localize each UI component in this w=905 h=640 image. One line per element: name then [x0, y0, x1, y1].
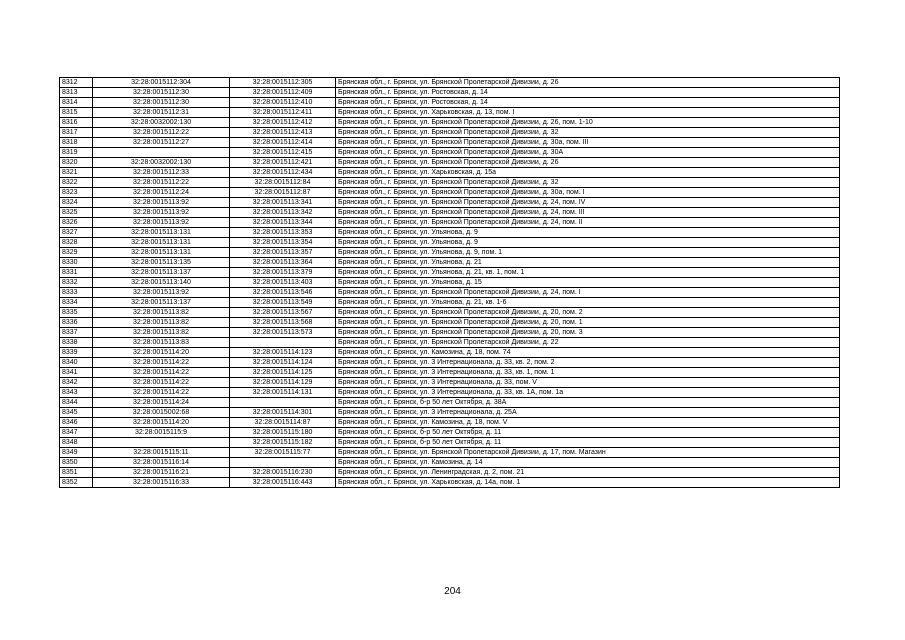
address-cell: Брянская обл., г. Брянск, ул. Брянской Пролетарской Дивизии, д. 17, пом. Магазин: [336, 448, 840, 458]
parent-cadastral-cell: 32:28:0015112:27: [93, 138, 230, 148]
row-number-cell: 8319: [60, 148, 93, 158]
parent-cadastral-cell: 32:28:0015112:31: [93, 108, 230, 118]
row-number-cell: 8346: [60, 418, 93, 428]
parent-cadastral-cell: 32:28:0015114:22: [93, 388, 230, 398]
row-number-cell: 8336: [60, 318, 93, 328]
table-row: [60, 148, 840, 158]
row-number-cell: 8327: [60, 228, 93, 238]
parent-cadastral-cell: 32:28:0015112:24: [93, 188, 230, 198]
cadastral-number-cell: 32:28:0015115:77: [230, 448, 336, 458]
address-cell: Брянская обл., г. Брянск, ул. Ростовская, д. 14: [336, 88, 840, 98]
parent-cadastral-cell: 32:28:0015114:22: [93, 368, 230, 378]
registry-table: [59, 77, 840, 488]
cadastral-number-cell: 32:28:0015116:230: [230, 468, 336, 478]
parent-cadastral-cell: 32:28:0015115:11: [93, 448, 230, 458]
table-row: [60, 258, 840, 268]
address-cell: Брянская обл., г. Брянск, ул. Брянской Пролетарской Дивизии, д. 20, пом. 3: [336, 328, 840, 338]
parent-cadastral-cell: 32:28:0015113:92: [93, 288, 230, 298]
cadastral-number-cell: 32:28:0015114:124: [230, 358, 336, 368]
parent-cadastral-cell: 32:28:0015113:92: [93, 208, 230, 218]
table-row: [60, 318, 840, 328]
address-cell: Брянская обл., г. Брянск, ул. Ульянова, д. 9: [336, 238, 840, 248]
address-cell: Брянская обл., г. Брянск, ул. Ульянова, д. 21: [336, 258, 840, 268]
cadastral-number-cell: 32:28:0015113:364: [230, 258, 336, 268]
table-row: [60, 188, 840, 198]
parent-cadastral-cell: 32:28:0015112:22: [93, 128, 230, 138]
table-row: [60, 78, 840, 88]
table-row: [60, 428, 840, 438]
cadastral-number-cell: 32:28:0015112:87: [230, 188, 336, 198]
row-number-cell: 8333: [60, 288, 93, 298]
table-row: [60, 408, 840, 418]
row-number-cell: 8318: [60, 138, 93, 148]
cadastral-number-cell: 32:28:0015113:546: [230, 288, 336, 298]
row-number-cell: 8344: [60, 398, 93, 408]
table-row: [60, 228, 840, 238]
table-row: [60, 178, 840, 188]
parent-cadastral-cell: 32:28:0015113:137: [93, 298, 230, 308]
table-row: [60, 348, 840, 358]
address-cell: Брянская обл., г. Брянск, б-р 50 лет Октября, д. 38А: [336, 398, 840, 408]
address-cell: Брянская обл., г. Брянск, ул. 3 Интернационала, д. 33, кв. 1, пом. 1: [336, 368, 840, 378]
table-row: [60, 468, 840, 478]
address-cell: Брянская обл., г. Брянск, ул. Брянской Пролетарской Дивизии, д. 30А: [336, 148, 840, 158]
cadastral-number-cell: 32:28:0015112:411: [230, 108, 336, 118]
parent-cadastral-cell: 32:28:0032002:130: [93, 158, 230, 168]
parent-cadastral-cell: 32:28:0015113:82: [93, 308, 230, 318]
cadastral-number-cell: 32:28:0015114:123: [230, 348, 336, 358]
table-row: [60, 88, 840, 98]
table-row: [60, 208, 840, 218]
cadastral-number-cell: 32:28:0015113:568: [230, 318, 336, 328]
row-number-cell: 8337: [60, 328, 93, 338]
row-number-cell: 8351: [60, 468, 93, 478]
row-number-cell: 8343: [60, 388, 93, 398]
parent-cadastral-cell: 32:28:0015114:20: [93, 348, 230, 358]
parent-cadastral-cell: 32:28:0015116:33: [93, 478, 230, 488]
parent-cadastral-cell: [93, 438, 230, 448]
address-cell: Брянская обл., г. Брянск, ул. Ульянова, д. 21, кв. 1-6: [336, 298, 840, 308]
parent-cadastral-cell: 32:28:0015114:22: [93, 378, 230, 388]
table-row: [60, 378, 840, 388]
address-cell: Брянская обл., г. Брянск, ул. 3 Интернационала, д. 33, кв. 2, пом. 2: [336, 358, 840, 368]
row-number-cell: 8334: [60, 298, 93, 308]
row-number-cell: 8314: [60, 98, 93, 108]
table-row: [60, 278, 840, 288]
cadastral-number-cell: 32:28:0015114:131: [230, 388, 336, 398]
cadastral-number-cell: [230, 458, 336, 468]
row-number-cell: 8331: [60, 268, 93, 278]
cadastral-number-cell: [230, 338, 336, 348]
address-cell: Брянская обл., г. Брянск, ул. Брянской Пролетарской Дивизии, д. 20, пом. 2: [336, 308, 840, 318]
address-cell: Брянская обл., г. Брянск, ул. Брянской Пролетарской Дивизии, д. 24, пом. IV: [336, 198, 840, 208]
address-cell: Брянская обл., г. Брянск, ул. Камозина, д. 18, пом. 74: [336, 348, 840, 358]
row-number-cell: 8349: [60, 448, 93, 458]
parent-cadastral-cell: 32:28:0015112:304: [93, 78, 230, 88]
table-row: [60, 138, 840, 148]
address-cell: Брянская обл., г. Брянск, б-р 50 лет Октября, д. 11: [336, 428, 840, 438]
cadastral-number-cell: 32:28:0015112:414: [230, 138, 336, 148]
parent-cadastral-cell: 32:28:0015113:137: [93, 268, 230, 278]
address-cell: Брянская обл., г. Брянск, ул. 3 Интернационала, д. 33, пом. V: [336, 378, 840, 388]
page-number: 204: [444, 586, 461, 597]
parent-cadastral-cell: 32:28:0015112:33: [93, 168, 230, 178]
row-number-cell: 8338: [60, 338, 93, 348]
address-cell: Брянская обл., г. Брянск, ул. Харьковская, д. 15а: [336, 168, 840, 178]
cadastral-number-cell: 32:28:0015115:180: [230, 428, 336, 438]
address-cell: Брянская обл., г. Брянск, ул. 3 Интернационала, д. 33, кв. 1А, пом. 1а: [336, 388, 840, 398]
address-cell: Брянская обл., г. Брянск, ул. Ульянова, д. 9, пом. 1: [336, 248, 840, 258]
cadastral-number-cell: 32:28:0015113:567: [230, 308, 336, 318]
parent-cadastral-cell: 32:28:0015113:135: [93, 258, 230, 268]
row-number-cell: 8322: [60, 178, 93, 188]
cadastral-number-cell: 32:28:0015112:415: [230, 148, 336, 158]
cadastral-number-cell: 32:28:0015116:443: [230, 478, 336, 488]
parent-cadastral-cell: 32:28:0015113:92: [93, 218, 230, 228]
row-number-cell: 8315: [60, 108, 93, 118]
row-number-cell: 8312: [60, 78, 93, 88]
parent-cadastral-cell: 32:28:0015002:68: [93, 408, 230, 418]
parent-cadastral-cell: 32:28:0015113:131: [93, 248, 230, 258]
cadastral-number-cell: 32:28:0015114:301: [230, 408, 336, 418]
row-number-cell: 8352: [60, 478, 93, 488]
row-number-cell: 8325: [60, 208, 93, 218]
address-cell: Брянская обл., г. Брянск, ул. Брянской Пролетарской Дивизии, д. 30а, пом. I: [336, 188, 840, 198]
cadastral-number-cell: 32:28:0015112:409: [230, 88, 336, 98]
table-row: [60, 338, 840, 348]
cadastral-number-cell: 32:28:0015114:87: [230, 418, 336, 428]
address-cell: Брянская обл., г. Брянск, ул. 3 Интернационала, д. 25А: [336, 408, 840, 418]
row-number-cell: 8323: [60, 188, 93, 198]
table-row: [60, 398, 840, 408]
table-row: [60, 418, 840, 428]
cadastral-number-cell: 32:28:0015113:341: [230, 198, 336, 208]
cadastral-number-cell: 32:28:0015113:353: [230, 228, 336, 238]
parent-cadastral-cell: 32:28:0015114:22: [93, 358, 230, 368]
table-row: [60, 358, 840, 368]
address-cell: Брянская обл., г. Брянск, ул. Брянской Пролетарской Дивизии, д. 32: [336, 178, 840, 188]
row-number-cell: 8321: [60, 168, 93, 178]
parent-cadastral-cell: 32:28:0015112:30: [93, 98, 230, 108]
address-cell: Брянская обл., г. Брянск, ул. Брянской Пролетарской Дивизии, д. 26, пом. 1-10: [336, 118, 840, 128]
cadastral-number-cell: 32:28:0015113:357: [230, 248, 336, 258]
address-cell: Брянская обл., г. Брянск, ул. Брянской Пролетарской Дивизии, д. 24, пом. I: [336, 288, 840, 298]
table-row: [60, 478, 840, 488]
cadastral-number-cell: 32:28:0015113:573: [230, 328, 336, 338]
address-cell: Брянская обл., г. Брянск, ул. Харьковская, д. 13, пом. I: [336, 108, 840, 118]
row-number-cell: 8340: [60, 358, 93, 368]
table-row: [60, 368, 840, 378]
table-row: [60, 328, 840, 338]
cadastral-number-cell: 32:28:0015114:125: [230, 368, 336, 378]
cadastral-number-cell: 32:28:0015115:182: [230, 438, 336, 448]
row-number-cell: 8313: [60, 88, 93, 98]
table-row: [60, 298, 840, 308]
address-cell: Брянская обл., г. Брянск, ул. Камозина, д. 14: [336, 458, 840, 468]
cadastral-number-cell: 32:28:0015112:305: [230, 78, 336, 88]
address-cell: Брянская обл., г. Брянск, ул. Ростовская, д. 14: [336, 98, 840, 108]
address-cell: Брянская обл., г. Брянск, ул. Брянской Пролетарской Дивизии, д. 22: [336, 338, 840, 348]
table-row: [60, 438, 840, 448]
parent-cadastral-cell: 32:28:0015113:131: [93, 228, 230, 238]
row-number-cell: 8317: [60, 128, 93, 138]
table-row: [60, 308, 840, 318]
table-row: [60, 108, 840, 118]
row-number-cell: 8339: [60, 348, 93, 358]
row-number-cell: 8347: [60, 428, 93, 438]
row-number-cell: 8348: [60, 438, 93, 448]
row-number-cell: 8328: [60, 238, 93, 248]
address-cell: Брянская обл., г. Брянск, ул. Брянской Пролетарской Дивизии, д. 30а, пом. III: [336, 138, 840, 148]
cadastral-number-cell: 32:28:0015112:413: [230, 128, 336, 138]
cadastral-number-cell: 32:28:0015112:410: [230, 98, 336, 108]
row-number-cell: 8320: [60, 158, 93, 168]
parent-cadastral-cell: 32:28:0015112:22: [93, 178, 230, 188]
address-cell: Брянская обл., г. Брянск, ул. Камозина, д. 18, пом. V: [336, 418, 840, 428]
address-cell: Брянская обл., г. Брянск, ул. Брянской Пролетарской Дивизии, д. 24, пом. III: [336, 208, 840, 218]
parent-cadastral-cell: 32:28:0032002:130: [93, 118, 230, 128]
row-number-cell: 8324: [60, 198, 93, 208]
address-cell: Брянская обл., г. Брянск, ул. Ульянова, д. 21, кв. 1, пом. 1: [336, 268, 840, 278]
address-cell: Брянская обл., г. Брянск, ул. Ульянова, д. 15: [336, 278, 840, 288]
cadastral-number-cell: 32:28:0015113:354: [230, 238, 336, 248]
address-cell: Брянская обл., г. Брянск, ул. Ленинградская, д. 2, пом. 21: [336, 468, 840, 478]
row-number-cell: 8350: [60, 458, 93, 468]
cadastral-number-cell: 32:28:0015113:342: [230, 208, 336, 218]
address-cell: Брянская обл., г. Брянск, ул. Брянской Пролетарской Дивизии, д. 20, пом. 1: [336, 318, 840, 328]
cadastral-number-cell: 32:28:0015112:412: [230, 118, 336, 128]
address-cell: Брянская обл., г. Брянск, ул. Ульянова, д. 9: [336, 228, 840, 238]
address-cell: Брянская обл., г. Брянск, ул. Харьковская, д. 14а, пом. 1: [336, 478, 840, 488]
table-row: [60, 128, 840, 138]
registry-table-body: [60, 78, 840, 488]
cadastral-number-cell: 32:28:0015113:379: [230, 268, 336, 278]
cadastral-number-cell: 32:28:0015112:434: [230, 168, 336, 178]
cadastral-number-cell: 32:28:0015112:421: [230, 158, 336, 168]
parent-cadastral-cell: 32:28:0015116:21: [93, 468, 230, 478]
parent-cadastral-cell: 32:28:0015116:14: [93, 458, 230, 468]
table-row: [60, 218, 840, 228]
parent-cadastral-cell: 32:28:0015115:9: [93, 428, 230, 438]
cadastral-number-cell: 32:28:0015113:549: [230, 298, 336, 308]
row-number-cell: 8342: [60, 378, 93, 388]
address-cell: Брянская обл., г. Брянск, ул. Брянской Пролетарской Дивизии, д. 26: [336, 158, 840, 168]
table-row: [60, 158, 840, 168]
address-cell: Брянская обл., г. Брянск, ул. Брянской Пролетарской Дивизии, д. 32: [336, 128, 840, 138]
row-number-cell: 8329: [60, 248, 93, 258]
table-row: [60, 268, 840, 278]
table-row: [60, 118, 840, 128]
table-row: [60, 458, 840, 468]
parent-cadastral-cell: 32:28:0015114:20: [93, 418, 230, 428]
table-row: [60, 98, 840, 108]
parent-cadastral-cell: 32:28:0015113:131: [93, 238, 230, 248]
row-number-cell: 8345: [60, 408, 93, 418]
address-cell: Брянская обл., г. Брянск, ул. Брянской Пролетарской Дивизии, д. 26: [336, 78, 840, 88]
table-row: [60, 448, 840, 458]
cadastral-number-cell: 32:28:0015113:344: [230, 218, 336, 228]
parent-cadastral-cell: 32:28:0015113:83: [93, 338, 230, 348]
parent-cadastral-cell: 32:28:0015114:24: [93, 398, 230, 408]
table-row: [60, 248, 840, 258]
parent-cadastral-cell: 32:28:0015113:82: [93, 328, 230, 338]
parent-cadastral-cell: 32:28:0015112:30: [93, 88, 230, 98]
parent-cadastral-cell: 32:28:0015113:140: [93, 278, 230, 288]
row-number-cell: 8332: [60, 278, 93, 288]
row-number-cell: 8330: [60, 258, 93, 268]
parent-cadastral-cell: 32:28:0015113:92: [93, 198, 230, 208]
row-number-cell: 8326: [60, 218, 93, 228]
cadastral-number-cell: 32:28:0015112:84: [230, 178, 336, 188]
address-cell: Брянская обл., г. Брянск, ул. Брянской Пролетарской Дивизии, д. 24, пом. II: [336, 218, 840, 228]
parent-cadastral-cell: [93, 148, 230, 158]
row-number-cell: 8335: [60, 308, 93, 318]
address-cell: Брянская обл., г. Брянск, б-р 50 лет Октября, д. 11: [336, 438, 840, 448]
cadastral-number-cell: [230, 398, 336, 408]
parent-cadastral-cell: 32:28:0015113:82: [93, 318, 230, 328]
table-row: [60, 388, 840, 398]
cadastral-number-cell: 32:28:0015114:129: [230, 378, 336, 388]
table-row: [60, 238, 840, 248]
table-row: [60, 198, 840, 208]
row-number-cell: 8341: [60, 368, 93, 378]
table-row: [60, 168, 840, 178]
table-row: [60, 288, 840, 298]
row-number-cell: 8316: [60, 118, 93, 128]
cadastral-number-cell: 32:28:0015113:403: [230, 278, 336, 288]
